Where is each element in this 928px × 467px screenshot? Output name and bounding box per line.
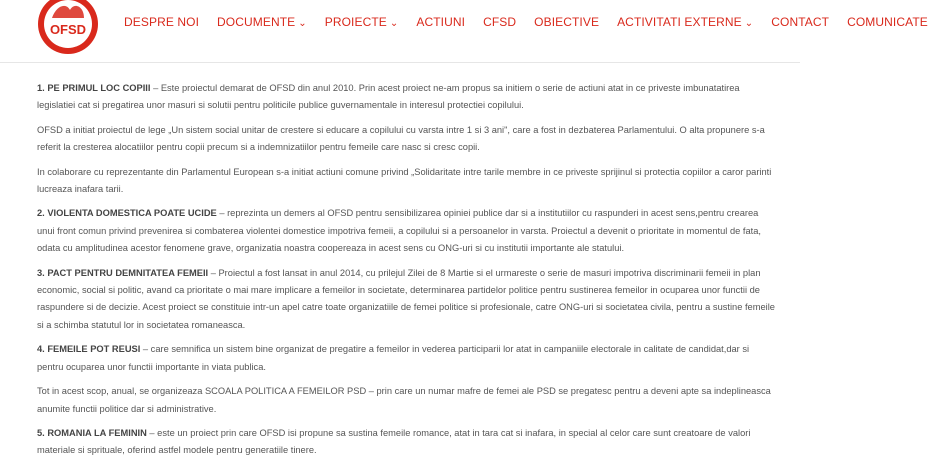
project-title: 1. PE PRIMUL LOC COPIII — [37, 83, 151, 93]
nav-activitati-externe[interactable]: ACTIVITATI EXTERNE ⌄ — [617, 15, 754, 29]
main-content — [37, 80, 777, 467]
project-title: 4. FEMEILE POT REUSI — [37, 344, 141, 355]
paragraph: 3. PACT PENTRU DEMNITATEA FEMEII – Proiectul a fost lansat in anul 2014, cu prilejul Zilei de 8 Martie si el urmareste o serie de masuri impotriva discriminarii femeii in plan economic, social si politic, avand ca prioritate o mai mare implicare a femeilor in societate, determinarea partidelor politice pentru sustinerea femeilor in ocuparea unor functii de raspundere si de decizie. Acest proiect se constituie intr-un apel catre toate organizatiile de femei politice si profesionale, catre ONG-uri si societatea civila, pentru a sustine femeile si a schimba statutul lor in societatea romaneasca. — [37, 267, 775, 330]
ofsd-logo[interactable] — [36, 0, 100, 56]
nav-proiecte[interactable]: PROIECTE ⌄ — [324, 15, 399, 29]
project-title: 2. VIOLENTA DOMESTICA POATE UCIDE — [37, 208, 217, 219]
paragraph: 5. ROMANIA LA FEMININ – este un proiect prin care OFSD isi propune sa sustina femeile romance, atat in tara cat si inafara, in special al celor care sunt creatoare de valori materiale si sprituale, oferind astfel modele pentru generatiile tinere. — [37, 427, 751, 456]
nav-documente[interactable]: DOCUMENTE ⌄ — [217, 15, 307, 29]
paragraph: OFSD a initiat proiectul de lege „Un sistem social unitar de crestere si educare a copilului cu varsta intre 1 si 3 ani", care a fost in dezbaterea Parlamentului. O alta propunere s-a referit la cresterea alocatiilor pentru copii precum si a indemnizatiilor pentru femeile care nasc si cresc copii. — [37, 124, 765, 153]
nav-contact[interactable]: CONTACT — [771, 15, 830, 29]
logo-text: OFSD — [49, 22, 87, 37]
project-title: 3. PACT PENTRU DEMNITATEA FEMEII — [37, 267, 209, 278]
project-title: 5. ROMANIA LA FEMININ — [37, 427, 147, 438]
nav-obiective[interactable]: OBIECTIVE — [534, 15, 600, 29]
nav-comunicate[interactable]: COMUNICATE — [847, 15, 928, 29]
chevron-down-icon: ⌄ — [389, 18, 399, 29]
nav-despre-noi[interactable]: DESPRE NOI — [124, 15, 200, 29]
paragraph: 4. FEMEILE POT REUSI – care semnifica un sistem bine organizat de pregatire a femeilor in vederea participarii lor atat in campaniile electorale in calitate de candidat,dar si pentru ocuparea unor functii importante in viata publica. — [37, 344, 750, 372]
nav-cfsd[interactable]: CFSD — [483, 15, 517, 29]
paragraph: Tot in acest scop, anual, se organizeaza SCOALA POLITICA A FEMEILOR PSD – prin care un numar mafre de femei ale PSD se pregatesc pentru a deveni apte sa indeplineasca anumite functii politice dar si administrative. — [37, 386, 771, 414]
nav-actiuni[interactable]: ACTIUNI — [416, 15, 466, 29]
main-nav — [124, 15, 928, 29]
paragraph: 2. VIOLENTA DOMESTICA POATE UCIDE – reprezinta un demers al OFSD pentru sensibilizarea opiniei publice dar si a institutiilor cu raspunderi in acest sens,pentru crearea unui front comun privind prevenirea si combaterea violentei domestice impotriva femeii, a copilului si a persoanelor in varsta. Proiectul a devenit o prioritate in momentul de fata, odata cu amplitudinea acestor fenomene grave, organizatia noastra coopereaza in acest sens cu ONG-uri si cu institutii importante ale statului. — [37, 208, 761, 254]
paragraph: In colaborare cu reprezentante din Parlamentul European s-a initiat actiuni comune privind „Solidaritate intre tarile membre in ce priveste sprijinul si protectia copiilor a caror parinti lucreaza inafara tarii. — [37, 166, 772, 195]
chevron-down-icon: ⌄ — [298, 18, 307, 29]
chevron-down-icon: ⌄ — [744, 18, 754, 29]
site-header — [0, 0, 928, 63]
paragraph: 1. PE PRIMUL LOC COPIII – Este proiectul demarat de OFSD din anul 2010. Prin acest proiect ne-am propus sa initiem o serie de actiuni atat in ce priveste imbunatatirea legislatiei cat si pregatirea unor masuri si solutii pentru politicile publice guvernamentale in interesul protectiei copilului. — [37, 83, 740, 111]
